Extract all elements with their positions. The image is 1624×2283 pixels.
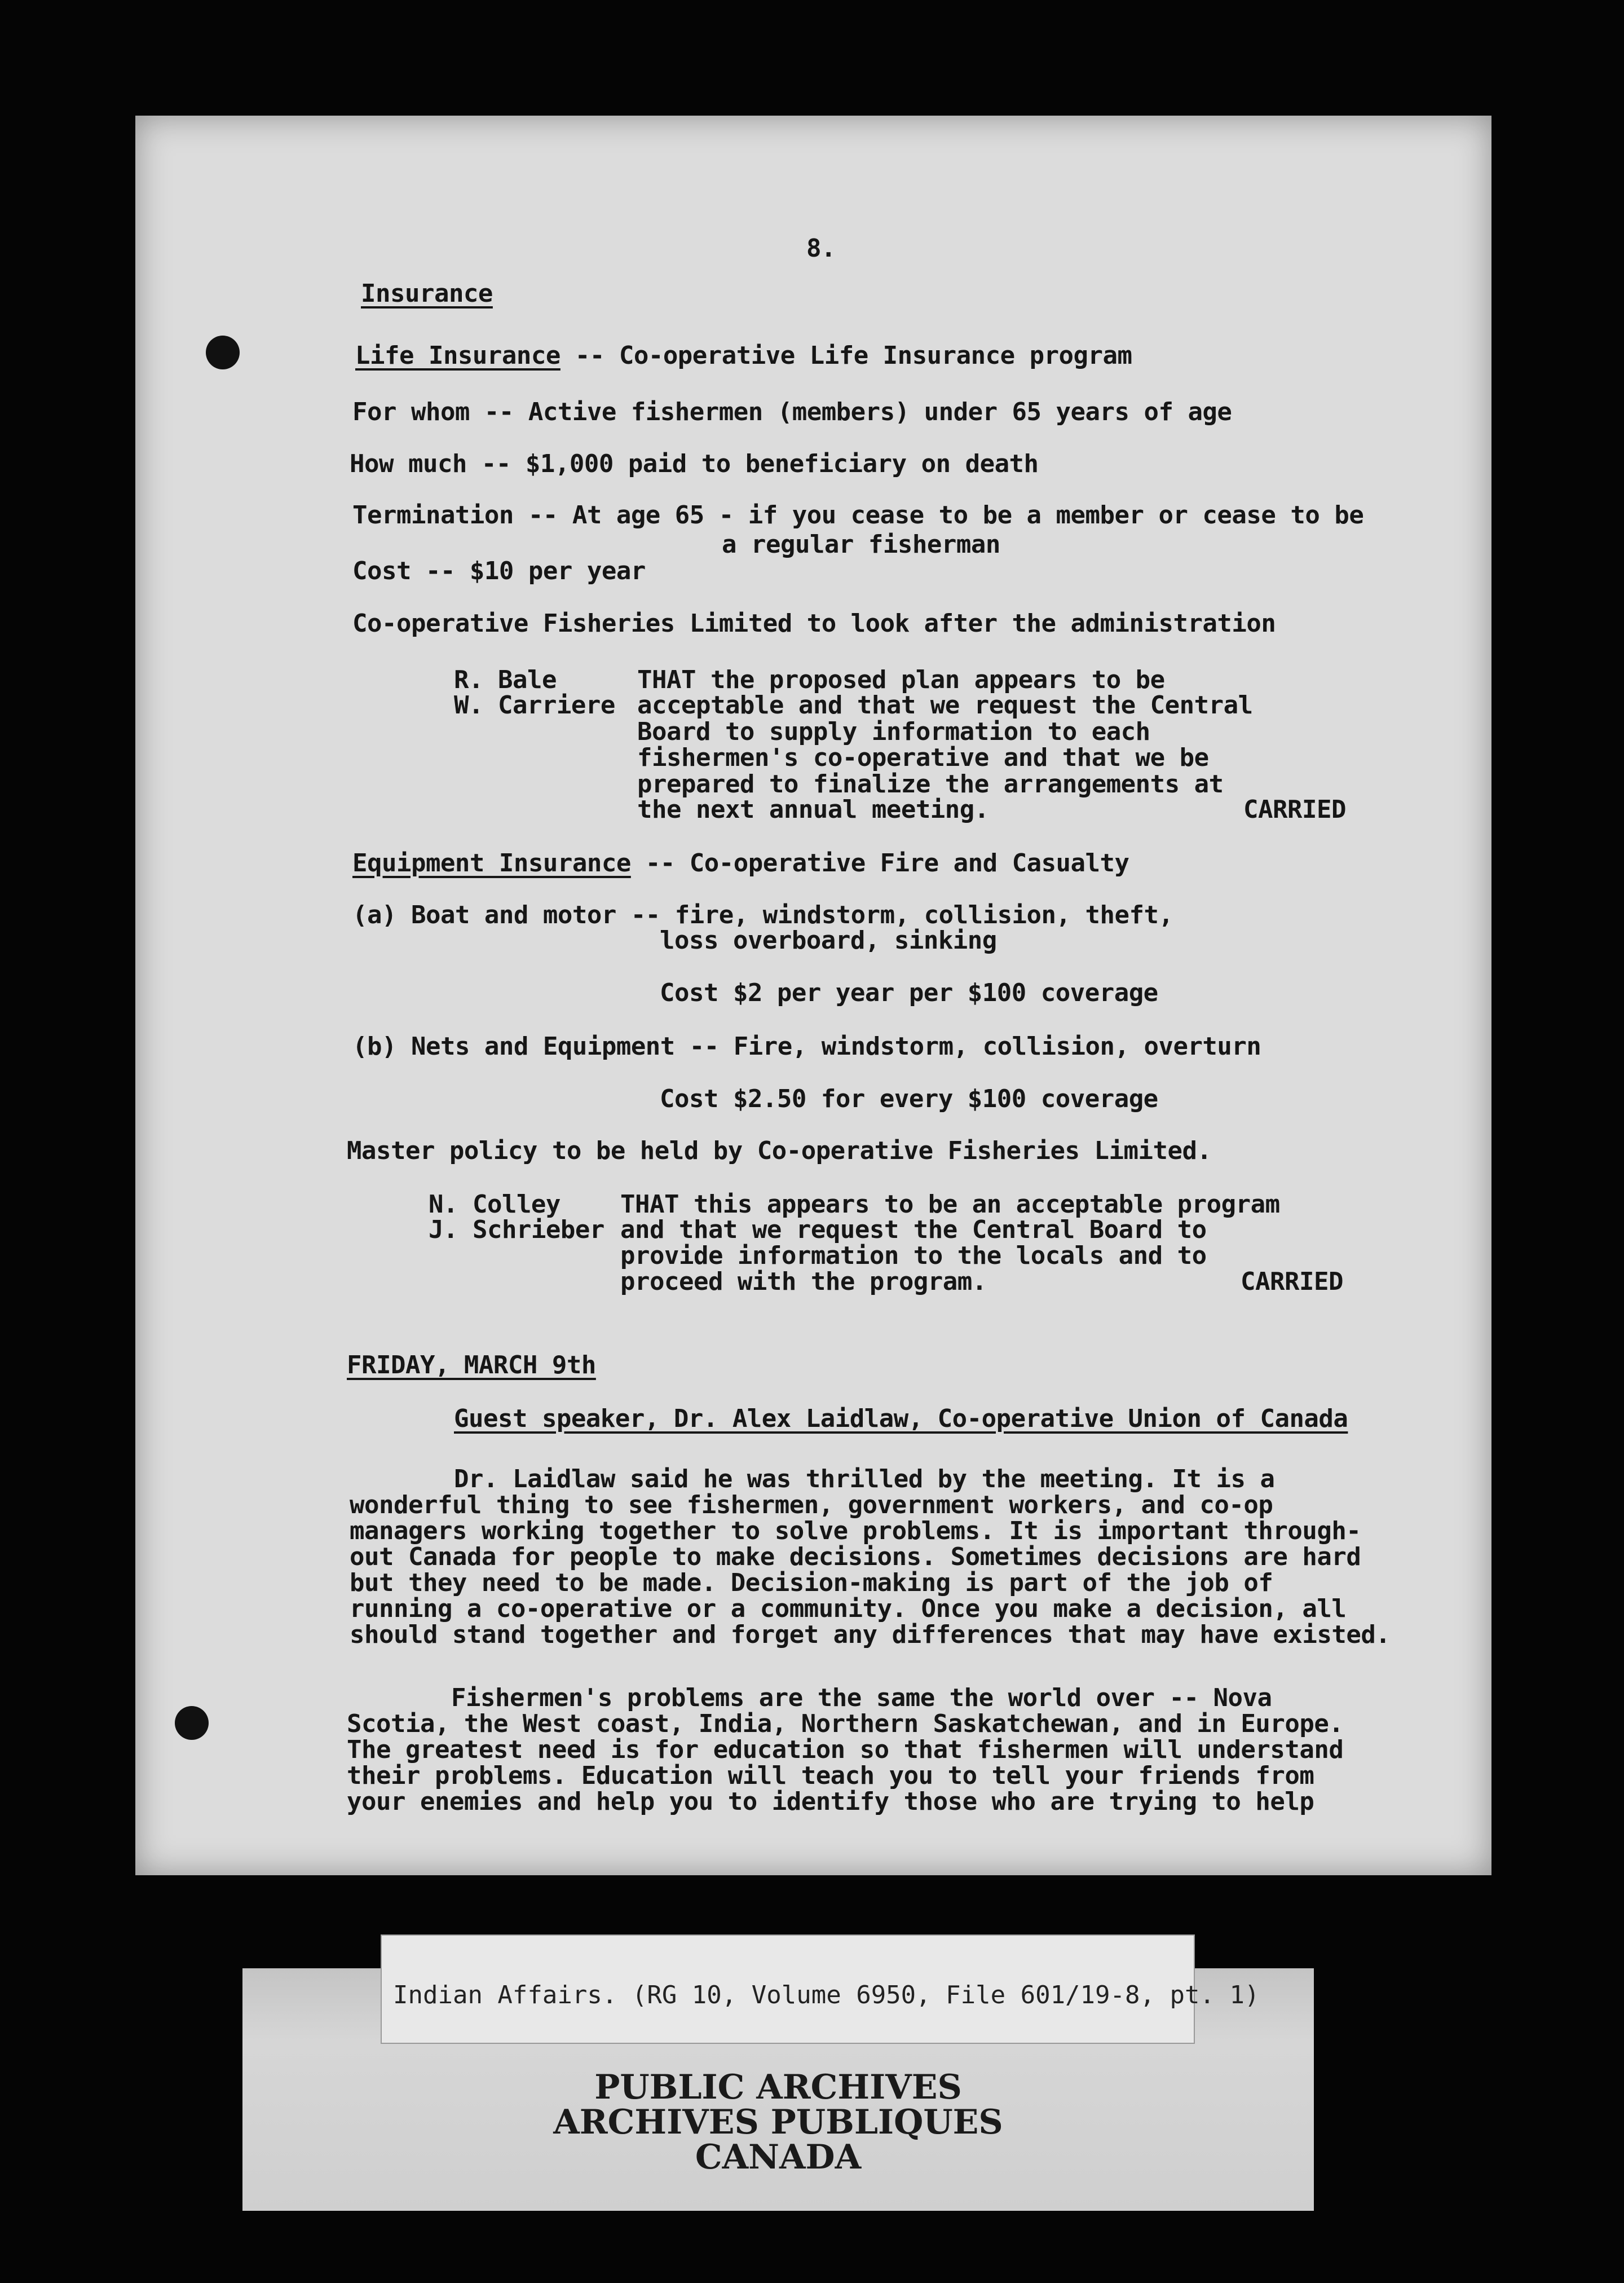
equipment-motion-4: proceed with the program. — [620, 1267, 987, 1296]
laidlaw-para-line-4: out Canada for people to make decisions. Sometimes decisions are hard — [350, 1542, 1361, 1571]
boat-motor-line-2: loss overboard, sinking — [660, 926, 997, 955]
equipment-motion-1: THAT this appears to be an acceptable program — [620, 1190, 1280, 1219]
equipment-motion-3: provide information to the locals and to — [620, 1241, 1207, 1270]
friday-heading: FRIDAY, MARCH 9th — [347, 1351, 596, 1380]
laidlaw-para-line-6: running a co-operative or a community. Once you make a decision, all — [350, 1594, 1347, 1623]
nets-equipment-cost: Cost $2.50 for every $100 coverage — [660, 1085, 1158, 1113]
master-policy-line: Master policy to be held by Co-operative Fisheries Limited. — [347, 1136, 1212, 1165]
life-motion-4: fishermen's co-operative and that we be — [637, 743, 1209, 772]
page-number: 8. — [806, 234, 836, 263]
fishermen-para-line-2: Scotia, the West coast, India, Northern Saskatchewan, and in Europe. — [347, 1709, 1344, 1738]
mover-carriere: W. Carriere — [454, 691, 615, 720]
life-insurance-heading-rest: -- Co-operative Life Insurance program — [575, 341, 1132, 370]
termination-line-2: a regular fisherman — [722, 530, 1000, 559]
how-much-line: How much -- $1,000 paid to beneficiary on death — [350, 449, 1039, 478]
laidlaw-para-line-3: managers working together to solve problems. It is important through- — [350, 1517, 1361, 1545]
mover-schrieber: J. Schrieber — [429, 1215, 604, 1244]
laidlaw-para-line-1: Dr. Laidlaw said he was thrilled by the meeting. It is a — [454, 1465, 1275, 1493]
administration-line: Co-operative Fisheries Limited to look after the administration — [352, 609, 1276, 638]
guest-speaker-line: Guest speaker, Dr. Alex Laidlaw, Co-operative Union of Canada — [454, 1404, 1348, 1433]
equipment-insurance-line — [352, 849, 1129, 878]
boat-motor-line-1: (a) Boat and motor -- fire, windstorm, collision, theft, — [352, 901, 1173, 929]
stamp-line-2: ARCHIVES PUBLIQUES — [553, 2103, 1003, 2142]
life-motion-6: the next annual meeting. — [637, 795, 989, 824]
mover-bale: R. Bale — [454, 665, 557, 694]
equipment-insurance-heading-rest: -- Co-operative Fire and Casualty — [645, 849, 1129, 878]
archive-reference-label — [381, 1934, 1260, 2044]
mover-colley: N. Colley — [429, 1190, 561, 1219]
equipment-insurance-heading: Equipment Insurance — [352, 849, 631, 878]
nets-equipment-line: (b) Nets and Equipment -- Fire, windstorm, collision, overturn — [352, 1032, 1261, 1061]
laidlaw-para-line-2: wonderful thing to see fishermen, government workers, and co-op — [350, 1491, 1273, 1519]
equipment-motion-2: and that we request the Central Board to — [620, 1215, 1207, 1244]
punch-hole-top — [206, 336, 240, 369]
document-page — [135, 116, 1491, 1875]
termination-line-1: Termination -- At age 65 - if you cease to be a member or cease to be — [352, 501, 1364, 530]
fishermen-para-line-1: Fishermen's problems are the same the world over -- Nova — [451, 1683, 1272, 1712]
laidlaw-para-line-5: but they need to be made. Decision-making is part of the job of — [350, 1568, 1273, 1597]
archive-reference-text: Indian Affairs. (RG 10, Volume 6950, File 601/19-8, pt. 1) — [393, 1981, 1260, 2009]
punch-hole-bottom — [175, 1706, 209, 1740]
life-motion-3: Board to supply information to each — [637, 717, 1150, 746]
laidlaw-para-line-7: should stand together and forget any differences that may have existed. — [350, 1620, 1391, 1649]
life-motion-2: acceptable and that we request the Central — [637, 691, 1253, 720]
life-insurance-line — [355, 341, 1132, 370]
life-motion-1: THAT the proposed plan appears to be — [637, 665, 1165, 694]
equipment-result: CARRIED — [1241, 1267, 1343, 1296]
cost-line: Cost -- $10 per year — [352, 557, 646, 585]
life-insurance-heading: Life Insurance — [355, 341, 561, 370]
fishermen-para-line-3: The greatest need is for education so that fishermen will understand — [347, 1735, 1344, 1764]
archives-stamp — [242, 2070, 1314, 2175]
life-result: CARRIED — [1243, 795, 1346, 824]
stamp-line-1: PUBLIC ARCHIVES — [594, 2068, 962, 2107]
stamp-line-3: CANADA — [695, 2137, 862, 2177]
section-title: Insurance — [361, 279, 493, 308]
boat-motor-cost: Cost $2 per year per $100 coverage — [660, 979, 1158, 1007]
for-whom-line: For whom -- Active fishermen (members) under 65 years of age — [352, 398, 1232, 426]
fishermen-para-line-4: their problems. Education will teach you to tell your friends from — [347, 1761, 1314, 1790]
fishermen-para-line-5: your enemies and help you to identify those who are trying to help — [347, 1787, 1314, 1816]
life-motion-5: prepared to finalize the arrangements at — [637, 770, 1224, 799]
